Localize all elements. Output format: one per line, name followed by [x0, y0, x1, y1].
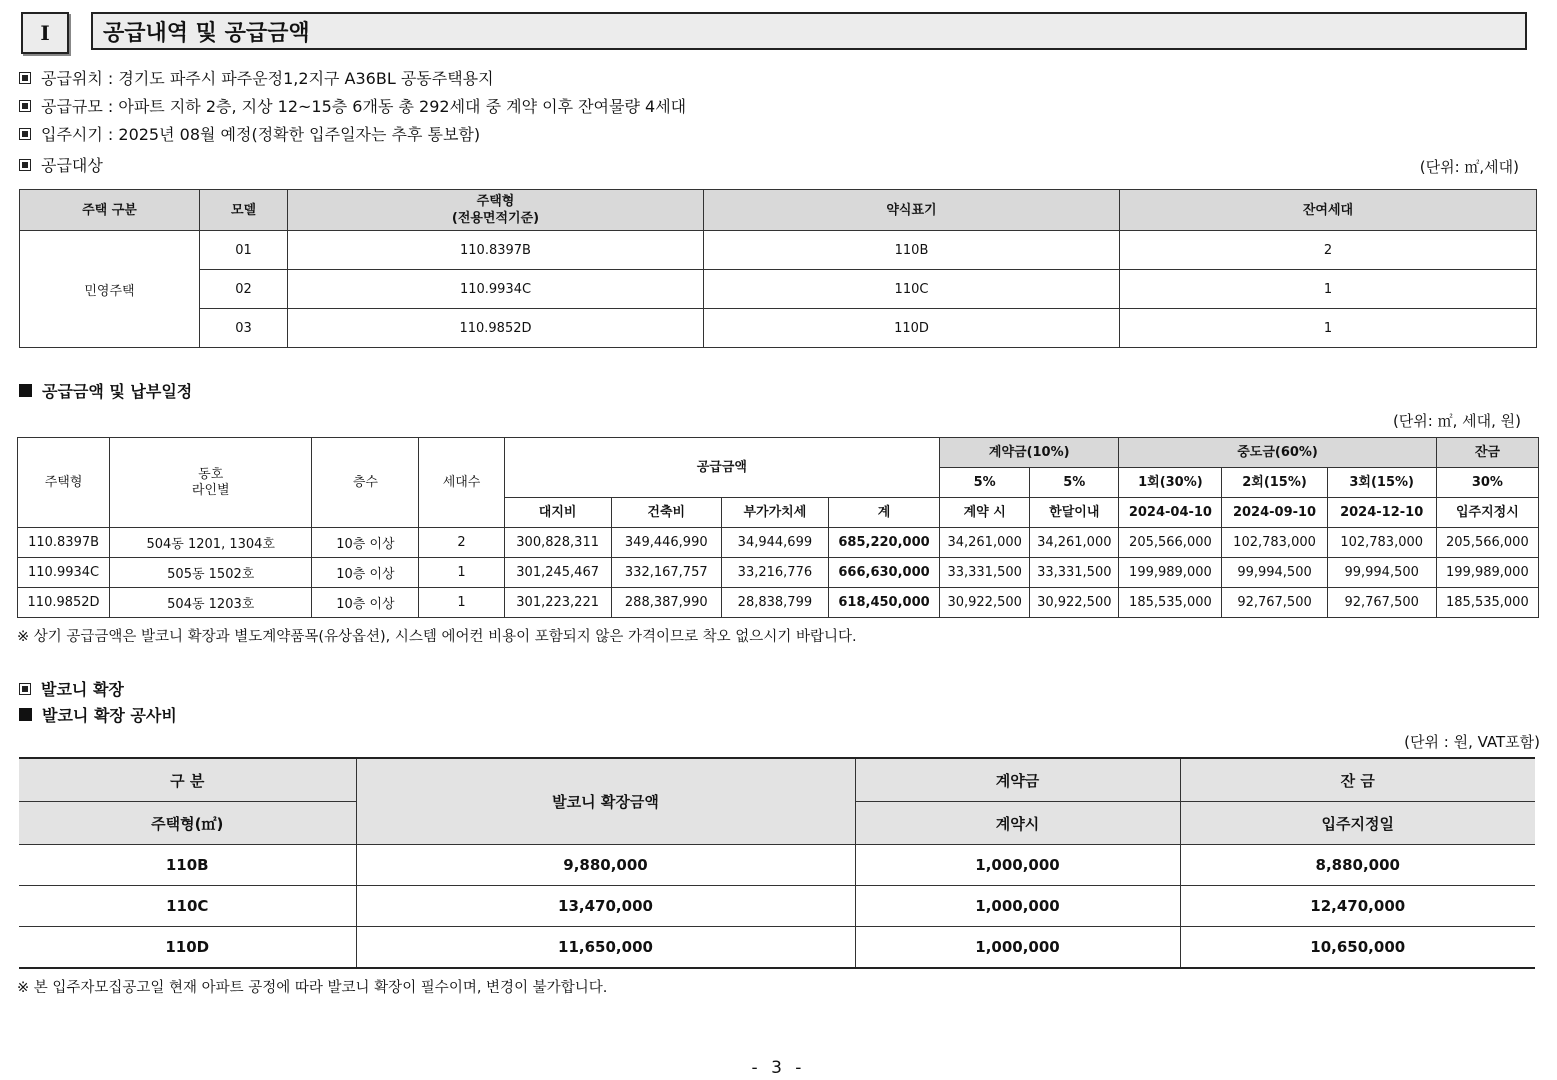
cell-total: 666,630,000 [828, 558, 939, 588]
square-bullet-icon [19, 159, 31, 171]
cell-dep1: 33,331,500 [940, 558, 1030, 588]
header-dep1-pct: 5% [940, 468, 1030, 498]
cell-type: 110.8397B [288, 231, 704, 270]
cell-deposit: 1,000,000 [855, 886, 1180, 927]
balcony-table [19, 757, 1535, 969]
cell-short: 110B [704, 231, 1120, 270]
header-dep2-pct: 5% [1030, 468, 1119, 498]
header-middle: 중도금(60%) [1119, 438, 1436, 468]
price-table-unit: (단위: ㎡, 세대, 원) [1392, 412, 1521, 430]
cell-short: 110D [704, 309, 1120, 348]
cell-remaining: 1 [1120, 270, 1537, 309]
cell-deposit: 1,000,000 [855, 927, 1180, 969]
info-scale-text: 공급규모 : 아파트 지하 2층, 지상 12~15층 6개동 총 292세대 중 계약 이후 잔여물량 4세대 [41, 97, 687, 116]
header-remaining: 잔여세대 [1120, 190, 1537, 231]
info-move-in-text: 입주시기 : 2025년 08월 예정(정확한 입주일자는 추후 통보함) [41, 125, 481, 144]
page-number: - 3 - [751, 1058, 806, 1078]
header-supply-price: 공급금액 [504, 438, 940, 498]
cell-remaining: 1 [1120, 309, 1537, 348]
cell-type: 110.9852D [288, 309, 704, 348]
cell-total: 685,220,000 [828, 528, 939, 558]
header-vat: 부가가치세 [721, 498, 828, 528]
cell-land: 300,828,311 [504, 528, 611, 558]
cell-land: 301,223,221 [504, 588, 611, 618]
cell-vat: 33,216,776 [721, 558, 828, 588]
cell-type: 110C [19, 886, 356, 927]
cell-building: 332,167,757 [611, 558, 721, 588]
table-row [18, 528, 1539, 558]
header-land: 대지비 [504, 498, 611, 528]
cell-balance: 199,989,000 [1436, 558, 1538, 588]
header-housing-type: 주택 구분 [20, 190, 200, 231]
header-mid2-date: 2024-09-10 [1222, 498, 1327, 528]
table-header-row [20, 190, 1537, 231]
header-dep2-when: 한달이내 [1030, 498, 1119, 528]
square-bullet-icon [19, 72, 31, 84]
cell-type: 110.9934C [18, 558, 110, 588]
table-row [18, 588, 1539, 618]
cell-floor: 10층 이상 [312, 528, 419, 558]
cell-balance: 10,650,000 [1180, 927, 1535, 969]
cell-amount: 11,650,000 [356, 927, 855, 969]
balcony-cost-title: 발코니 확장 공사비 [19, 703, 177, 726]
cell-type: 110.9934C [288, 270, 704, 309]
info-scale [19, 94, 686, 117]
header-deposit: 계약금(10%) [940, 438, 1119, 468]
header-dep1-when: 계약 시 [940, 498, 1030, 528]
cell-dongho: 504동 1203호 [110, 588, 312, 618]
cell-remaining: 2 [1120, 231, 1537, 270]
table-row [19, 927, 1535, 969]
solid-square-bullet-icon [19, 384, 32, 397]
cell-balance: 205,566,000 [1436, 528, 1538, 558]
header-balance-pct: 30% [1436, 468, 1538, 498]
cell-households: 1 [419, 558, 504, 588]
cell-balance: 185,535,000 [1436, 588, 1538, 618]
table-row [20, 309, 1537, 348]
header-deposit: 계약금 [855, 758, 1180, 802]
header-total: 계 [828, 498, 939, 528]
header-type: 주택형 [18, 438, 110, 528]
cell-dongho: 504동 1201, 1304호 [110, 528, 312, 558]
section-number: I [21, 12, 69, 54]
header-balance-when: 입주지정일 [1180, 802, 1535, 845]
cell-deposit: 1,000,000 [855, 845, 1180, 886]
header-category: 구 분 [19, 758, 356, 802]
header-building: 건축비 [611, 498, 721, 528]
cell-vat: 34,944,699 [721, 528, 828, 558]
square-bullet-icon [19, 128, 31, 140]
cell-model: 01 [200, 231, 288, 270]
header-households: 세대수 [419, 438, 504, 528]
balcony-table-unit: (단위 : 원, VAT포함) [1404, 733, 1540, 751]
supply-table-unit: (단위: ㎡,세대) [1419, 158, 1519, 176]
header-dongho: 동호 라인별 [110, 438, 312, 528]
housing-group: 민영주택 [20, 231, 200, 348]
cell-mid1: 199,989,000 [1119, 558, 1222, 588]
cell-households: 2 [419, 528, 504, 558]
cell-building: 349,446,990 [611, 528, 721, 558]
header-balance: 잔금 [1436, 438, 1538, 468]
info-location [19, 66, 494, 89]
square-bullet-icon [19, 100, 31, 112]
table-header-row [19, 758, 1535, 802]
cell-type: 110.9852D [18, 588, 110, 618]
cell-mid3: 99,994,500 [1327, 558, 1436, 588]
cell-amount: 13,470,000 [356, 886, 855, 927]
cell-vat: 28,838,799 [721, 588, 828, 618]
section-header [21, 12, 1531, 52]
supply-target-table [19, 189, 1537, 348]
cell-mid2: 102,783,000 [1222, 528, 1327, 558]
header-balance: 잔 금 [1180, 758, 1535, 802]
cell-mid2: 92,767,500 [1222, 588, 1327, 618]
cell-type: 110D [19, 927, 356, 969]
cell-model: 03 [200, 309, 288, 348]
cell-balance: 8,880,000 [1180, 845, 1535, 886]
price-section-title: 공급금액 및 납부일정 [19, 379, 192, 402]
cell-mid3: 92,767,500 [1327, 588, 1436, 618]
header-mid2: 2회(15%) [1222, 468, 1327, 498]
solid-square-bullet-icon [19, 708, 32, 721]
header-mid1: 1회(30%) [1119, 468, 1222, 498]
table-row [19, 845, 1535, 886]
cell-households: 1 [419, 588, 504, 618]
info-location-text: 공급위치 : 경기도 파주시 파주운정1,2지구 A36BL 공동주택용지 [41, 69, 494, 88]
cell-mid3: 102,783,000 [1327, 528, 1436, 558]
table-row [20, 231, 1537, 270]
cell-land: 301,245,467 [504, 558, 611, 588]
cell-amount: 9,880,000 [356, 845, 855, 886]
header-mid1-date: 2024-04-10 [1119, 498, 1222, 528]
cell-floor: 10층 이상 [312, 558, 419, 588]
cell-short: 110C [704, 270, 1120, 309]
cell-dep1: 30,922,500 [940, 588, 1030, 618]
header-model: 모델 [200, 190, 288, 231]
cell-type: 110.8397B [18, 528, 110, 558]
cell-mid1: 185,535,000 [1119, 588, 1222, 618]
price-table [17, 437, 1539, 618]
table-row [19, 886, 1535, 927]
cell-mid1: 205,566,000 [1119, 528, 1222, 558]
header-balance-when: 입주지정시 [1436, 498, 1538, 528]
info-move-in [19, 122, 480, 145]
cell-total: 618,450,000 [828, 588, 939, 618]
section-title: 공급내역 및 공급금액 [91, 12, 1527, 50]
table-header-row [18, 438, 1539, 468]
cell-dep2: 30,922,500 [1030, 588, 1119, 618]
header-amount: 발코니 확장금액 [356, 758, 855, 845]
header-house-type: 주택형 (전용면적기준) [288, 190, 704, 231]
info-target-text: 공급대상 [41, 156, 103, 175]
cell-building: 288,387,990 [611, 588, 721, 618]
cell-type: 110B [19, 845, 356, 886]
cell-dep2: 33,331,500 [1030, 558, 1119, 588]
square-bullet-icon [19, 683, 31, 695]
cell-balance: 12,470,000 [1180, 886, 1535, 927]
price-note: ※ 상기 공급금액은 발코니 확장과 별도계약품목(유상옵션), 시스템 에어컨 비용이 포함되지 않은 가격이므로 착오 없으시기 바랍니다. [17, 629, 857, 645]
balcony-note: ※ 본 입주자모집공고일 현재 아파트 공정에 따라 발코니 확장이 필수이며, 변경이 불가합니다. [17, 980, 608, 996]
table-row [20, 270, 1537, 309]
table-row [18, 558, 1539, 588]
header-floor: 층수 [312, 438, 419, 528]
header-type: 주택형(㎡) [19, 802, 356, 845]
cell-dep1: 34,261,000 [940, 528, 1030, 558]
header-deposit-when: 계약시 [855, 802, 1180, 845]
info-target [19, 153, 103, 176]
balcony-title: 발코니 확장 [19, 677, 124, 700]
cell-dongho: 505동 1502호 [110, 558, 312, 588]
cell-model: 02 [200, 270, 288, 309]
cell-mid2: 99,994,500 [1222, 558, 1327, 588]
cell-dep2: 34,261,000 [1030, 528, 1119, 558]
header-short-name: 약식표기 [704, 190, 1120, 231]
cell-floor: 10층 이상 [312, 588, 419, 618]
header-mid3-date: 2024-12-10 [1327, 498, 1436, 528]
header-mid3: 3회(15%) [1327, 468, 1436, 498]
